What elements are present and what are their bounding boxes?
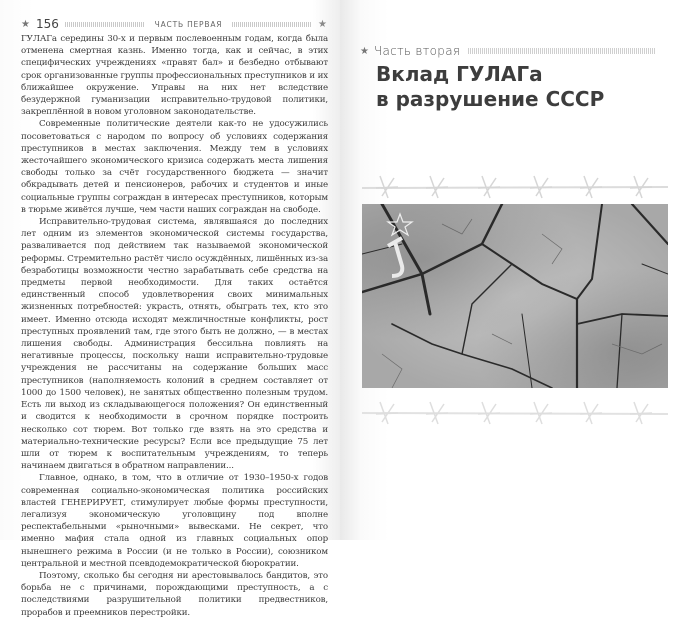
part-heading xyxy=(360,44,655,58)
star-icon: ★ xyxy=(360,45,369,57)
running-head xyxy=(21,17,327,31)
paragraph: Поэтому, сколько бы сегодня ни арестовывалось бандитов, это борьба не с причинами, порождающими преступность, а с последствиями разрушительной политики предвестников, прорабов и преемников перестройки. xyxy=(21,570,328,618)
paragraph: Исправительно-трудовая система, являвшаяся до последних лет одним из элементов экономической системы государства, разваливается под действием так называемой экономической реформы. Стремительно растёт число осуждённых, лишённых из-за безработицы возможности честно зарабатывать себе средства на предметы первой необходимости. Для таких остаётся единственный способ удовлетворения своих минимальных жизненных потребностей: украсть, отнять, обыграть тех, кто это имеет. Именно отсюда исходят межличностные конфликты, рост преступных проявлений там, где этого быть не должно, — в местах лишения свободы. Администрация бессильна повлиять на негативные процессы, поскольку наши исправительно-трудовые учреждения не рассчитаны на содержание больших масс преступников (наполняемость колоний в среднем составляет от 1000 до 1500 человек), не занятых общественно полезным трудом. Есть ли выход из складывающегося положения? Он единственный и сводится к необходимости в срочном порядке построить несколько сот тюрем. Вот только где взять на это средства и материально-технические ресурсы? Если все предыдущие 75 лет шли от тюрем к воспитательным учреждениям, то теперь начинаем двигаться в обратном направлении... xyxy=(21,217,328,472)
dotted-rule xyxy=(232,22,312,27)
cracked-earth-illustration xyxy=(362,204,668,388)
paragraph: Современные политические деятели как-то не удосужились посоветоваться с народом по вопросу об условиях содержания преступников в местах заключения. Между тем в условиях жесточайшего экономического кризиса содержать места лишения свободы только за счёт государственного бюджета — значит обкрадывать детей и пенсионеров, рабочих и студентов и иные социальные группы сограждан в интересах преступников, которым в тюрьме живётся лучше, чем части наших сограждан на свободе. xyxy=(21,119,328,215)
running-head-title: ЧАСТЬ ПЕРВАЯ xyxy=(154,19,223,29)
page-number: 156 xyxy=(35,17,59,31)
barbed-wire-icon xyxy=(362,400,668,426)
paragraph: Главное, однако, в том, что в отличие от 1930–1950-х годов современная социально-экономическая политика российских властей ГЕНЕРИРУЕТ, стимулирует любые формы преступности, легализуя экономическую уголовщину под вполне респектабельными «рыночными» вывесками. Не секрет, что именно мафия стала одной из главных социальных опор нынешнего режима в России (и не только в России), союзником центральной и местной псевдодемократической бюрократии. xyxy=(21,473,328,569)
body-text xyxy=(21,33,328,619)
chapter-title-line: в разрушение СССР xyxy=(376,87,605,111)
dotted-rule xyxy=(65,22,145,27)
part-label: Часть вторая xyxy=(373,44,461,58)
cracked-earth-icon xyxy=(362,204,668,388)
chapter-title xyxy=(376,62,656,112)
dotted-rule xyxy=(468,48,655,54)
star-icon: ★ xyxy=(318,18,328,30)
left-page xyxy=(0,0,340,618)
barbed-wire-icon xyxy=(362,174,668,200)
chapter-title-line: Вклад ГУЛАГа xyxy=(376,62,543,86)
paragraph: ГУЛАГа середины 30-х и первым послевоенным годам, когда была отменена смертная казнь. Именно тогда, как и сейчас, в этих специфических учреждениях «правят бал» и безбедно отбывают срок организованные группы профессиональных преступников и их ближайшее окружение. Управы на них нет вследствие безудержной гуманизации исправительно-трудовой политики, закреплённой в новом уголовном законодательстве. xyxy=(21,34,328,118)
star-icon: ★ xyxy=(21,18,30,30)
